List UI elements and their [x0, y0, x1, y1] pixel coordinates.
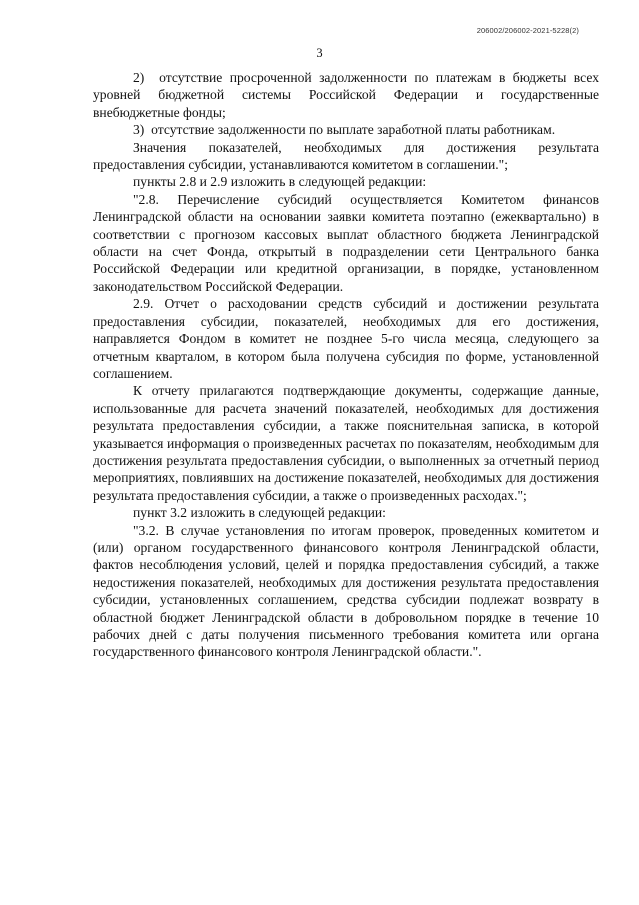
paragraph-report-attachments: К отчету прилагаются подтверждающие документы, содержащие данные, использованные для расчета значений показателей, необходимых для достижения результата предоставления субсидии, а также пояснительная записка, в которой указывается информация о произведенных расчетах по показателям, необходимым для достижения результата предоставления субсидии, о выполненных за отчетный период мероприятиях, повлиявших на достижение показателей, необходимых для достижения результата предоставления субсидии, а также о произведенных расходах."; — [93, 383, 599, 503]
paragraph-amend-2-8-2-9: пункты 2.8 и 2.9 изложить в следующей редакции: — [133, 174, 427, 190]
paragraph-amend-3-2: пункт 3.2 изложить в следующей редакции: — [133, 505, 386, 521]
page-number: 3 — [316, 46, 323, 60]
document-id: 206002/206002-2021-5228(2) — [476, 26, 579, 35]
paragraph-clause-3-2: "3.2. В случае установления по итогам проверок, проведенных комитетом и (или) органом государственного финансового контроля Ленинградской области, фактов несоблюдения условий, целей и порядка предоставления субсидий, а также недостижения показателей, необходимых для достижения результата предоставления субсидии, установленных соглашением, средства субсидии подлежат возврату в областной бюджет Ленинградской области в добровольном порядке в течение 10 рабочих дней с даты получения письменного требования комитета или органа государственного финансового контроля Ленинградской области.". — [93, 522, 599, 660]
paragraph-item-3: 3) отсутствие задолженности по выплате заработной платы работникам. — [133, 122, 556, 138]
document-body — [93, 69, 599, 661]
paragraph-item-2: 2) отсутствие просроченной задолженности по платежам в бюджеты всех уровней бюджетной системы Российской Федерации и государственные внебюджетные фонды; — [93, 70, 599, 120]
paragraph-clause-2-9: 2.9. Отчет о расходовании средств субсидий и достижении результата предоставления субсидии, показателей, необходимых для его достижения, направляется Фондом в комитет не позднее 5-го числа месяца, следующего за отчетным кварталом, в котором была получена субсидия по форме, установленной соглашением. — [93, 296, 599, 381]
paragraph-clause-2-8: "2.8. Перечисление субсидий осуществляется Комитетом финансов Ленинградской области на основании заявки комитета поэтапно (ежеквартально) в соответствии с прогнозом кассовых выплат областного бюджета Ленинградской области на счет Фонда, открытый в подразделении сети Центрального банка Российской Федерации или кредитной организации, в порядке, установленном законодательством Российской Федерации. — [93, 191, 599, 294]
paragraph-indicator-values: Значения показателей, необходимых для достижения результата предоставления субсидии, устанавливаются комитетом в соглашении."; — [93, 139, 599, 173]
